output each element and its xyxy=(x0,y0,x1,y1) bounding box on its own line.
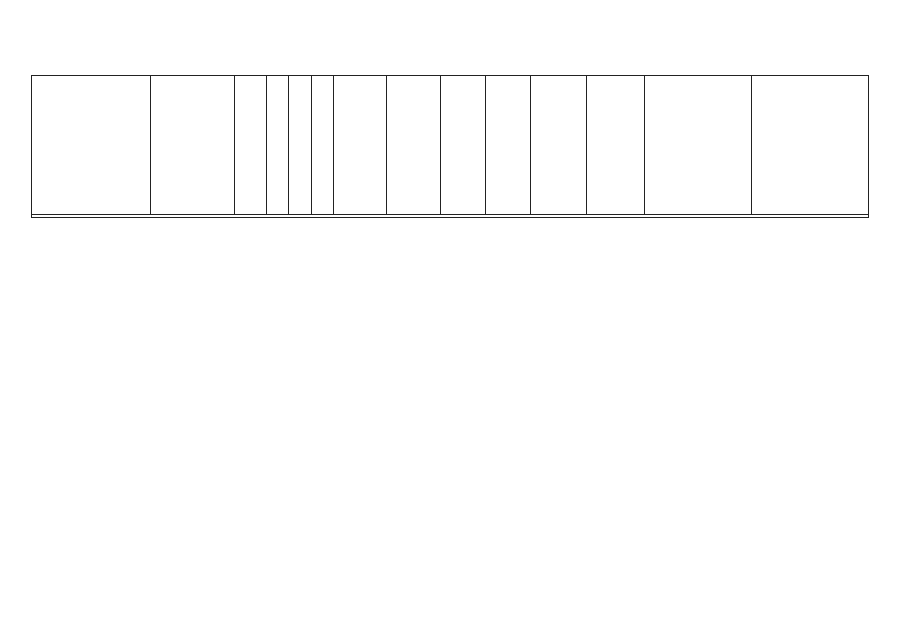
empty-cell xyxy=(334,76,387,215)
empty-cell xyxy=(486,76,531,215)
empty-cell xyxy=(531,76,587,215)
task-row xyxy=(32,215,869,218)
empty-cell xyxy=(645,76,752,215)
empty-cell xyxy=(441,76,486,215)
task-title xyxy=(32,215,869,218)
empty-cell xyxy=(312,76,334,215)
empty-cell xyxy=(151,76,235,215)
program-table xyxy=(31,75,869,218)
empty-cell xyxy=(235,76,267,215)
empty-cell xyxy=(587,76,645,215)
measures-cell xyxy=(752,76,869,215)
empty-cell xyxy=(289,76,312,215)
continuation-row xyxy=(32,76,869,215)
empty-cell xyxy=(267,76,289,215)
empty-cell xyxy=(32,76,151,215)
empty-cell xyxy=(387,76,441,215)
